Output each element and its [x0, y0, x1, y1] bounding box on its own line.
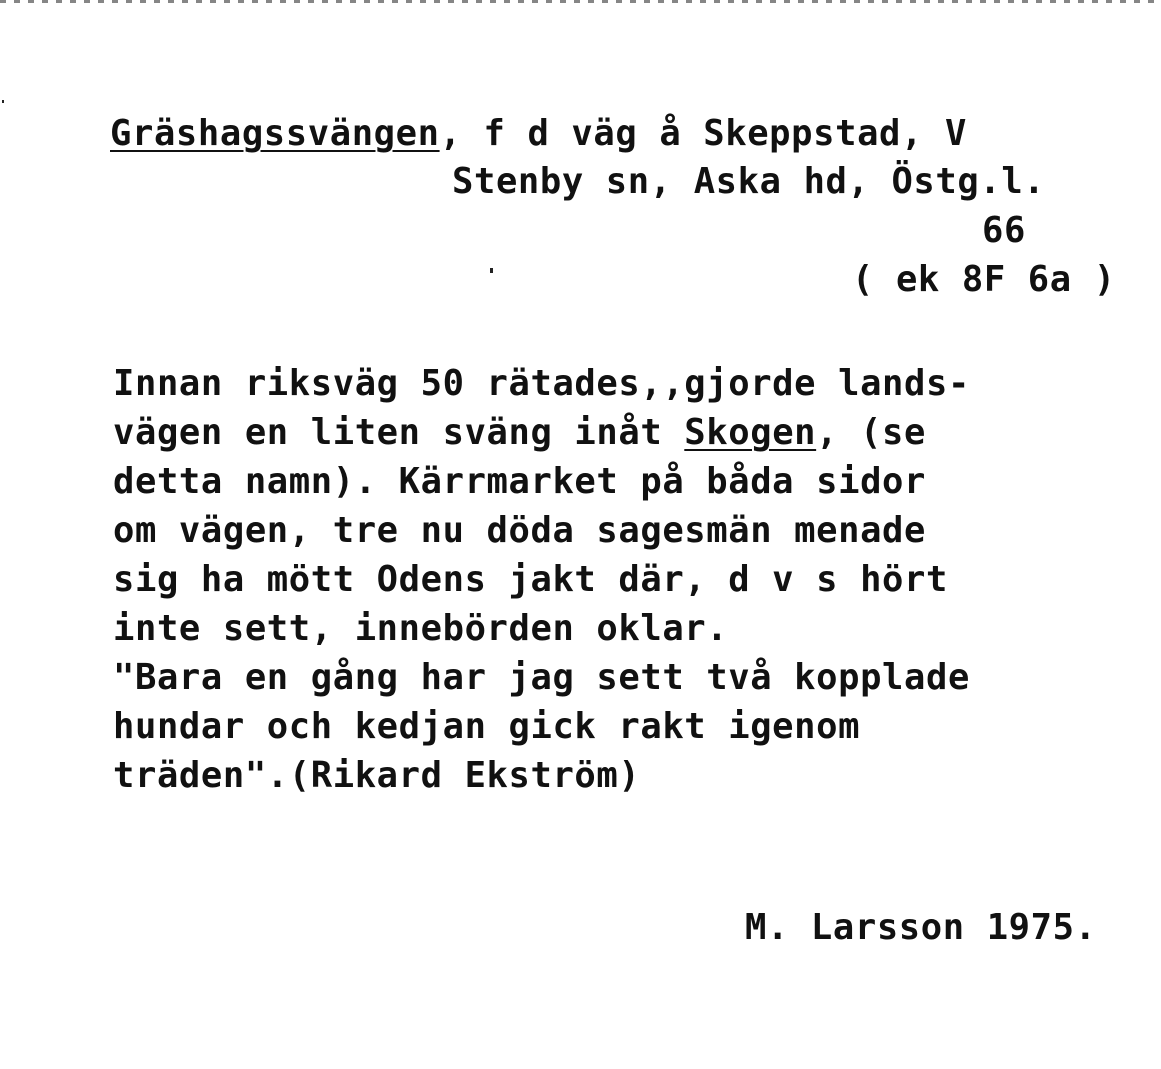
body-line-6: inte sett, innebörden oklar.: [113, 608, 729, 649]
body-line-1: Innan riksväg 50 rätades,,gjorde lands-: [113, 363, 970, 404]
header-line-1-rest: , f d väg å Skeppstad, V: [439, 113, 967, 154]
reference-name: Skogen: [684, 412, 817, 453]
body-line-8: hundar och kedjan gick rakt igenom: [113, 706, 861, 747]
body-line-7: "Bara en gång har jag sett två kopplade: [113, 657, 970, 698]
scan-speck: [490, 268, 493, 273]
body-line-3: detta namn). Kärrmarket på båda sidor: [113, 461, 926, 502]
card-top-edge: [0, 0, 1161, 3]
header-line-2: Stenby sn, Aska hd, Östg.l.: [452, 161, 1046, 202]
header-number: 66: [982, 210, 1026, 251]
body-line-2-a: vägen en liten sväng inåt: [113, 412, 685, 453]
body-line-4: om vägen, tre nu döda sagesmän menade: [113, 510, 926, 551]
signature: M. Larsson 1975.: [745, 907, 1097, 948]
body-line-2-b: , (se: [816, 412, 927, 453]
scan-speck: [2, 100, 4, 103]
place-name: Gräshagssvängen: [110, 113, 440, 154]
body-line-9: träden".(Rikard Ekström): [113, 755, 641, 796]
map-reference: ( ek 8F 6a ): [852, 259, 1116, 300]
header-line-1: [110, 113, 967, 154]
body-line-2: [113, 412, 927, 453]
body-line-5: sig ha mött Odens jakt där, d v s hört: [113, 559, 948, 600]
